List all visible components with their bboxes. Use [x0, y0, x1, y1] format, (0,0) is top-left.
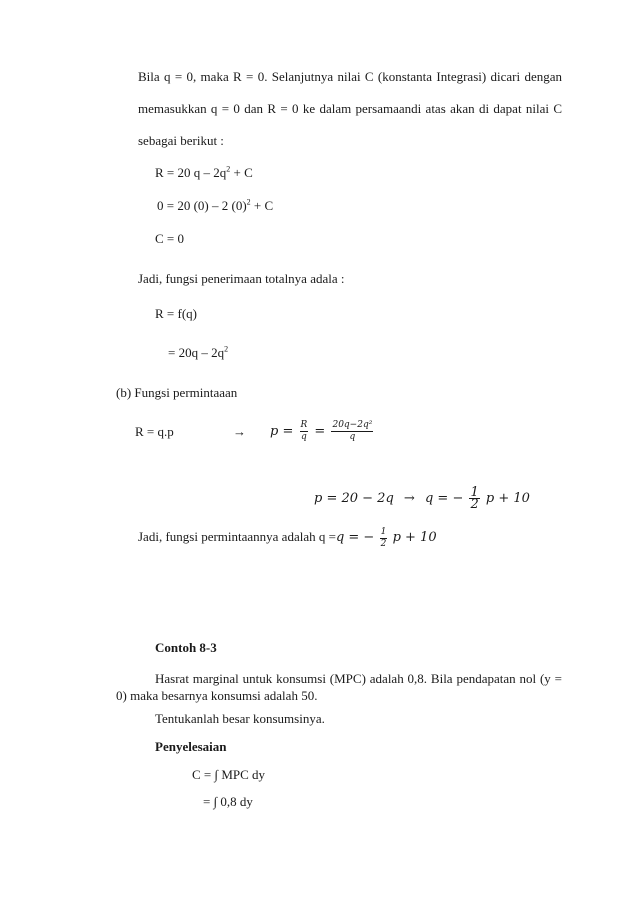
paragraph-line: Bila q = 0, maka R = 0. Selanjutnya nilai C (konstanta Integrasi) dicari dengan: [138, 69, 562, 84]
equation-right: + C: [250, 198, 274, 213]
demand-math-prefix: q = −: [335, 530, 375, 545]
fraction-one-half: [469, 487, 479, 510]
quantity-equation-suffix: p + 10: [485, 491, 530, 506]
p-equals: p =: [270, 424, 294, 439]
section-heading: (b) Fungsi permintaaan: [116, 385, 238, 400]
conclusion-demand: [138, 524, 437, 551]
equation-substitution: [157, 198, 273, 214]
fraction-revenue-over-q: [331, 420, 373, 443]
solution-step: = ∫ 0,8 dy: [203, 794, 253, 809]
equation-demand-left: R = q.p: [135, 424, 174, 439]
equation-left: 0 = 20 (0) – 2 (0): [157, 198, 247, 213]
paragraph-line: sebagai berikut :: [138, 133, 224, 148]
equation-result: [168, 345, 228, 361]
equation-demand-fraction: [270, 418, 375, 446]
price-equation: p = 20 − 2q: [314, 491, 394, 506]
arrow-icon: →: [403, 491, 415, 506]
quantity-equation-prefix: q = −: [424, 491, 464, 506]
fraction-numerator: 20q−2q²: [332, 420, 373, 430]
exponent: 2: [246, 197, 251, 207]
solution-title: Penyelesaian: [155, 739, 227, 754]
equation-left: R = 20 q – 2q: [155, 165, 227, 180]
example-line: Hasrat marginal untuk konsumsi (MPC) adalah 0,8. Bila pendapatan nol (y =: [155, 671, 562, 686]
fraction-denominator: q: [301, 432, 307, 442]
equals-sign: =: [314, 424, 326, 439]
example-line: 0) maka besarnya konsumsi adalah 50.: [116, 688, 318, 703]
arrow-icon: →: [233, 424, 246, 439]
equation-constant: C = 0: [155, 231, 185, 246]
equation-revenue: [155, 165, 253, 181]
conclusion-text: Jadi, fungsi permintaannya adalah q =: [138, 529, 336, 544]
exponent: 2: [224, 344, 229, 354]
fraction-numerator: R: [300, 420, 308, 430]
fraction-numerator: 1: [470, 485, 479, 500]
fraction-numerator: 1: [380, 526, 387, 537]
equation-price-quantity: [314, 485, 530, 513]
equation-right: + C: [230, 165, 253, 180]
example-task: Tentukanlah besar konsumsinya.: [155, 711, 325, 726]
paragraph-line: memasukkan q = 0 dan R = 0 ke dalam persamaandi atas akan di dapat nilai C: [138, 101, 562, 116]
equation-function: R = f(q): [155, 306, 197, 321]
equation-left: = 20q – 2q: [168, 345, 225, 360]
fraction-denominator: q: [349, 432, 356, 442]
fraction-denominator: 2: [380, 538, 387, 549]
fraction-r-over-q: [300, 420, 309, 443]
exponent: 2: [226, 164, 231, 174]
solution-step: C = ∫ MPC dy: [192, 767, 266, 782]
demand-math-suffix: p + 10: [392, 530, 437, 545]
conclusion-revenue: Jadi, fungsi penerimaan totalnya adala :: [138, 271, 345, 286]
example-title: Contoh 8-3: [155, 640, 217, 655]
fraction-one-half: [380, 527, 388, 550]
fraction-denominator: 2: [470, 497, 479, 512]
